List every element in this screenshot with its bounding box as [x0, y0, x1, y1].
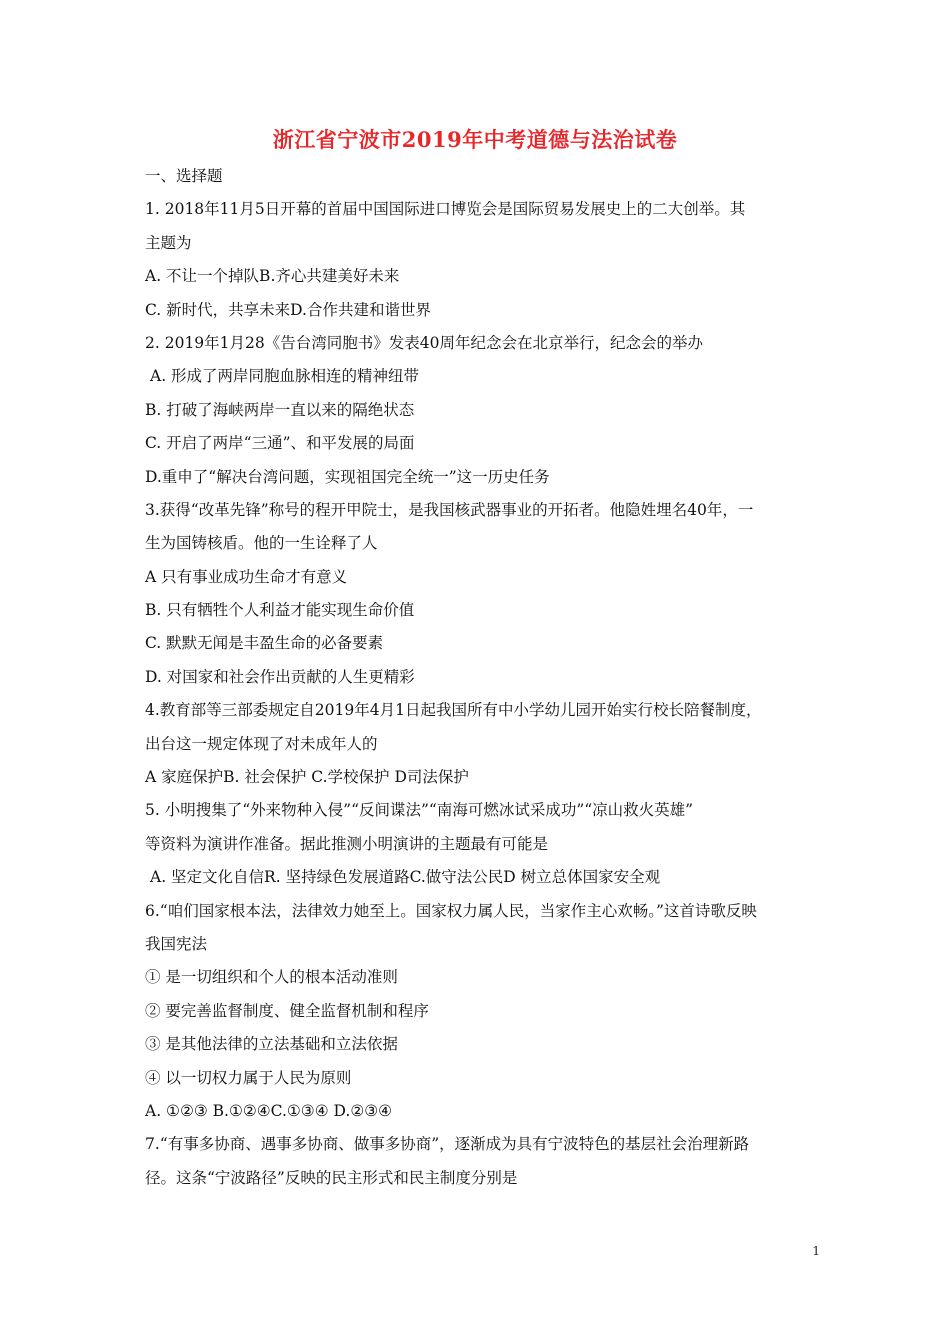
question-3-option-b: B. 只有牺牲个人利益才能实现生命价值 — [145, 601, 415, 620]
question-2-stem: 2. 2019年1月28《告台湾同胞书》发表40周年纪念会在北京举行，纪念会的举办 — [145, 333, 703, 352]
question-3-option-c: C. 默默无闻是丰盈生命的必备要素 — [145, 634, 384, 653]
question-5-stem: 5. 小明搜集了“外来物种入侵”“反间谍法”“南海可燃冰试采成功”“凉山救火英雄” — [145, 801, 694, 820]
question-7-stem-cont: 径。这条“宁波路径”反映的民主形式和民主制度分别是 — [145, 1168, 518, 1187]
question-1-options-ab: A. 不让一个掉队B.齐心共建美好未来 — [145, 267, 400, 286]
question-6-stem-cont: 我国宪法 — [145, 934, 208, 953]
question-6-stem: 6.“咱们国家根本法，法律效力她至上。国家权力属人民，当家作主心欢畅。”这首诗歌反映 — [145, 901, 757, 920]
page-title: 浙江省宁波市2019年中考道德与法治试卷 — [272, 127, 678, 152]
question-6-statement-3: ③ 是其他法律的立法基础和立法依据 — [145, 1035, 398, 1054]
question-3-option-a: A 只有事业成功生命才有意义 — [145, 567, 348, 586]
question-1-stem-cont: 主题为 — [145, 233, 192, 252]
question-2-option-d: D.重申了“解决台湾问题，实现祖国完全统一”这一历史任务 — [145, 467, 550, 486]
question-4-options: A 家庭保护B. 社会保护 C.学校保护 D司法保护 — [145, 768, 469, 787]
question-4-stem-cont: 出台这一规定体现了对未成年人的 — [145, 734, 378, 753]
question-2-option-c: C. 开启了两岸“三通”、和平发展的局面 — [145, 434, 415, 453]
question-6-options: A. ①②③ B.①②④C.①③④ D.②③④ — [145, 1101, 393, 1120]
question-5-stem-cont: 等资料为演讲作准备。据此推测小明演讲的主题最有可能是 — [145, 834, 549, 853]
section-heading: 一、选择题 — [145, 167, 223, 185]
question-1-options-cd: C. 新时代，共享未来D.合作共建和谐世界 — [145, 300, 431, 319]
page-number: 1 — [812, 1244, 820, 1258]
question-3-stem-cont: 生为国铸核盾。他的一生诠释了人 — [145, 534, 378, 553]
question-3-stem: 3.获得“改革先锋”称号的程开甲院士，是我国核武器事业的开拓者。他隐姓埋名40年，一 — [145, 500, 754, 519]
question-2-option-b: B. 打破了海峡两岸一直以来的隔绝状态 — [145, 400, 415, 419]
question-2-option-a: A. 形成了两岸同胞血脉相连的精神纽带 — [150, 367, 420, 386]
question-6-statement-2: ② 要完善监督制度、健全监督机制和程序 — [145, 1001, 429, 1020]
question-6-statement-1: ① 是一切组织和个人的根本活动准则 — [145, 968, 398, 987]
question-6-statement-4: ④ 以一切权力属于人民为原则 — [145, 1068, 352, 1087]
question-7-stem: 7.“有事多协商、遇事多协商、做事多协商”，逐渐成为具有宁波特色的基层社会治理新路 — [145, 1135, 750, 1154]
question-1-stem: 1. 2018年11月5日开幕的首届中国国际进口博览会是国际贸易发展史上的二大创举。其 — [145, 200, 746, 219]
question-5-options: A. 坚定文化自信R. 坚持绿色发展道路C.做守法公民D 树立总体国家安全观 — [150, 868, 661, 887]
question-4-stem: 4.教育部等三部委规定自2019年4月1日起我国所有中小学幼儿园开始实行校长陪餐制度， — [145, 701, 762, 720]
question-3-option-d: D. 对国家和社会作出贡献的人生更精彩 — [145, 667, 415, 686]
document-body — [145, 160, 825, 1195]
